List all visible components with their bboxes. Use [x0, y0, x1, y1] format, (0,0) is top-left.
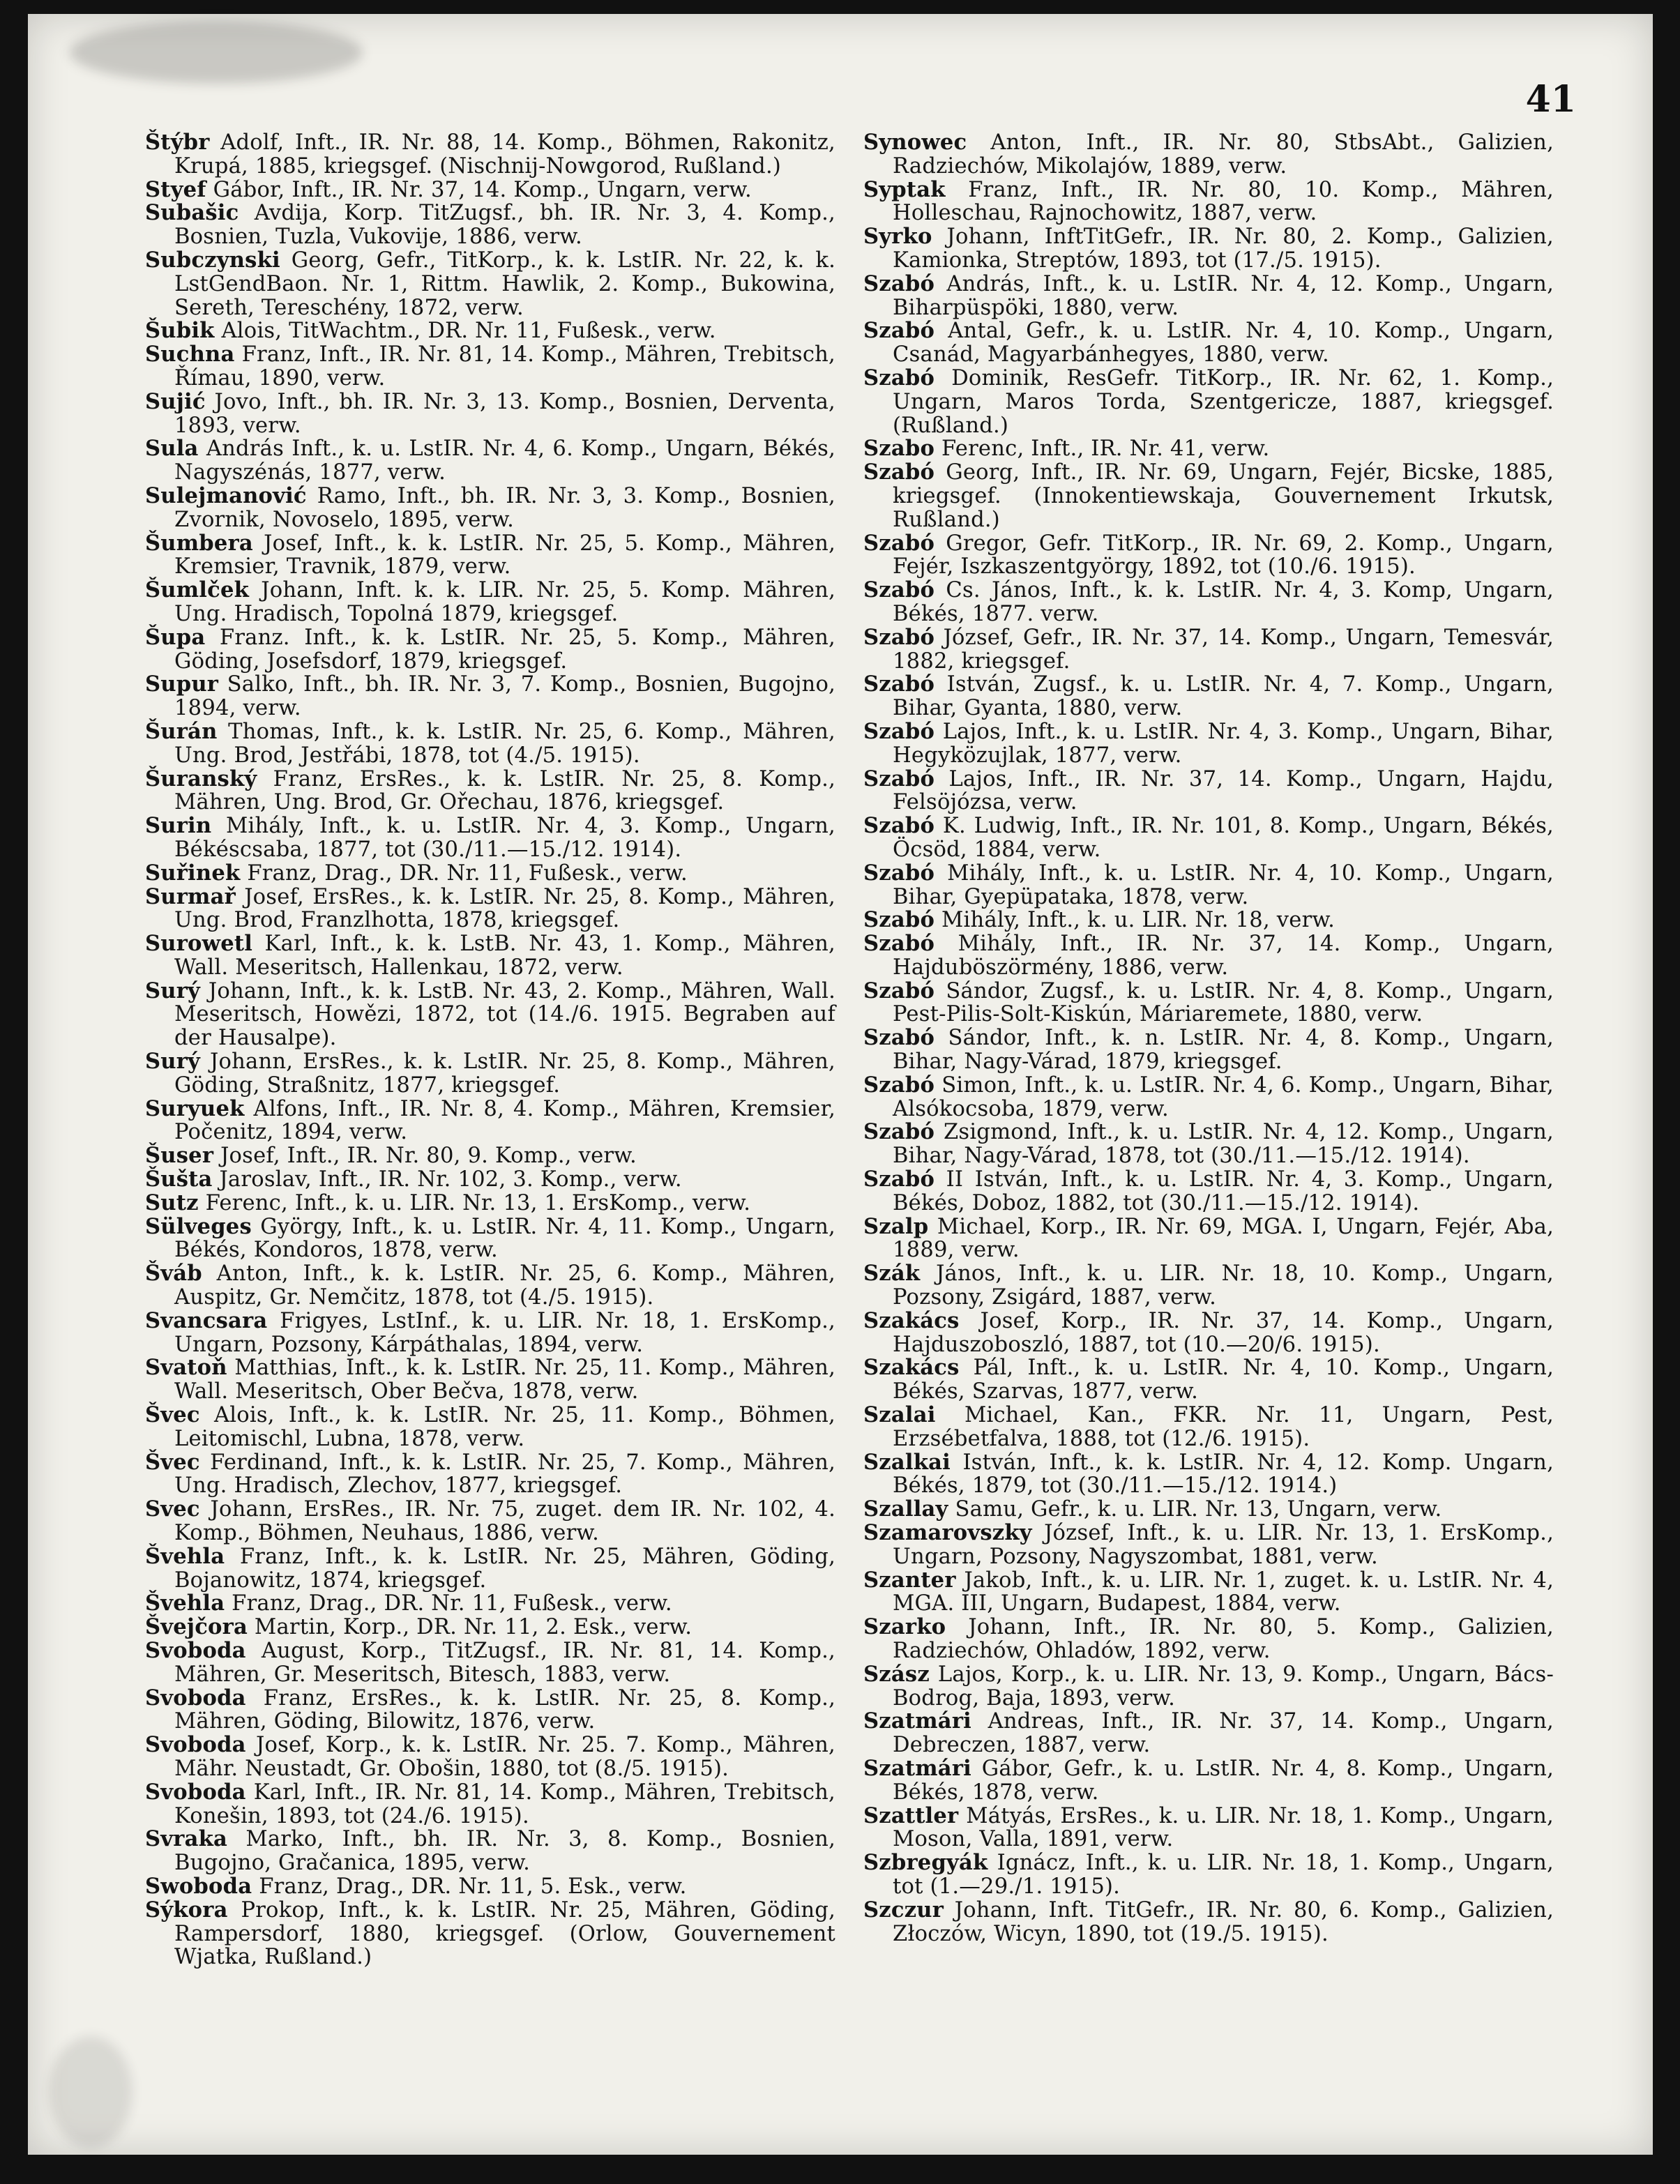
roster-entry — [863, 1404, 1554, 1451]
entry-details: Josef, ErsRes., k. k. LstIR. Nr. 25, 8. Komp., Mähren, Ung. Brod, Franzlhotta, 1878, kriegsgef. — [174, 884, 835, 933]
entry-details: Johann, ErsRes., IR. Nr. 75, zuget. dem IR. Nr. 102, 4. Komp., Böhmen, Neuhaus, 1886, verw. — [174, 1497, 835, 1546]
entry-surname: Sülveges — [145, 1213, 252, 1239]
entry-surname: Švejčora — [145, 1614, 248, 1640]
entry-surname: Surmař — [145, 884, 236, 909]
entry-surname: Švec — [145, 1449, 200, 1475]
roster-entry — [145, 814, 835, 862]
entry-details: Zsigmond, Inft., k. u. LstIR. Nr. 4, 12. Komp., Ungarn, Bihar, Nagy-Várad, 1878, tot (30./11.—15./12. 1914). — [893, 1120, 1554, 1169]
entry-surname: Suryuek — [145, 1095, 245, 1121]
entry-details: II István, Inft., k. u. LstIR. Nr. 4, 3. Komp., Ungarn, Békés, Doboz, 1882, tot (30./11.—15./12. 1914). — [893, 1167, 1554, 1215]
entry-surname: Szabó — [863, 672, 935, 697]
entry-details: Ferdinand, Inft., k. k. LstIR. Nr. 25, 7. Komp., Mähren, Ung. Hradisch, Zlechov, 1877, kriegsgef. — [174, 1450, 835, 1499]
roster-entry — [145, 176, 835, 202]
entry-details: Johann, Inft. TitGefr., IR. Nr. 80, 6. Komp., Galizien, Złoczów, Wicyn, 1890, tot (19./5. 1915). — [893, 1897, 1554, 1946]
entry-details: Franz, Inft., k. k. LstIR. Nr. 25, Mähren, Göding, Bojanowitz, 1874, kriegsgef. — [174, 1544, 835, 1593]
entry-details: Karl, Inft., k. k. LstB. Nr. 43, 1. Komp., Mähren, Wall. Meseritsch, Hallenkau, 1872, verw. — [174, 932, 835, 980]
entry-details: Cs. János, Inft., k. k. LstIR. Nr. 4, 3. Komp, Ungarn, Békés, 1877. verw. — [893, 578, 1554, 626]
entry-surname: Supur — [145, 672, 219, 697]
roster-entry — [863, 814, 1554, 862]
roster-entry — [863, 437, 1554, 461]
entry-details: Mátyás, ErsRes., k. u. LIR. Nr. 18, 1. Komp., Ungarn, Moson, Valla, 1891, verw. — [893, 1803, 1554, 1852]
entry-surname: Svoboda — [145, 1685, 246, 1711]
entry-details: Mihály, Inft., k. u. LstIR. Nr. 4, 10. Komp., Ungarn, Bihar, Gyepüpataka, 1878, verw. — [893, 860, 1554, 909]
entry-surname: Šubik — [145, 318, 215, 344]
entry-details: Franz, Drag., DR. Nr. 11, 5. Esk., verw. — [259, 1874, 687, 1899]
roster-entry — [863, 932, 1554, 980]
entry-surname: Szbregyák — [863, 1850, 988, 1876]
roster-entry — [145, 1498, 835, 1545]
entry-details: Franz, Drag., DR. Nr. 11, Fußesk., verw. — [247, 860, 688, 886]
entry-details: Josef, Inft., IR. Nr. 80, 9. Komp., verw. — [220, 1144, 637, 1169]
entry-surname: Szabó — [863, 624, 935, 650]
entry-surname: Subašic — [145, 200, 239, 226]
roster-entry — [863, 1498, 1554, 1522]
entry-details: Martin, Korp., DR. Nr. 11, 2. Esk., verw. — [254, 1615, 693, 1640]
entry-details: Pál, Inft., k. u. LstIR. Nr. 4, 10. Komp., Ungarn, Békés, Szarvas, 1877, verw. — [893, 1356, 1554, 1404]
entry-surname: Szabó — [863, 530, 935, 556]
entry-details: Michael, Korp., IR. Nr. 69, MGA. I, Ungarn, Fejér, Aba, 1889, verw. — [893, 1214, 1554, 1263]
entry-details: Ramo, Inft., bh. IR. Nr. 3, 3. Komp., Bosnien, Zvornik, Novoselo, 1895, verw. — [174, 483, 835, 532]
roster-entry — [863, 225, 1554, 273]
roster-entry — [145, 437, 835, 485]
entry-surname: Szabó — [863, 1072, 935, 1098]
roster-entry — [863, 673, 1554, 720]
roster-entry — [863, 720, 1554, 768]
entry-surname: Szabó — [863, 1025, 935, 1051]
entry-surname: Švec — [145, 1402, 200, 1428]
roster-entry — [863, 1663, 1554, 1711]
entry-details: Johann, Inft., IR. Nr. 80, 5. Komp., Galizien, Radziechów, Ohladów, 1892, verw. — [893, 1615, 1554, 1663]
roster-entry — [863, 319, 1554, 367]
entry-surname: Šváb — [145, 1261, 202, 1287]
roster-entry — [863, 1451, 1554, 1499]
entry-details: Frigyes, LstInf., k. u. LIR. Nr. 18, 1. ErsKomp., Ungarn, Pozsony, Kárpáthalas, 1894, verw. — [174, 1308, 835, 1357]
entry-details: Franz, Drag., DR. Nr. 11, Fußesk., verw. — [232, 1591, 672, 1616]
entry-details: Avdija, Korp. TitZugsf., bh. IR. Nr. 3, 4. Komp., Bosnien, Tuzla, Vukovije, 1886, verw. — [174, 201, 835, 250]
entry-details: Dominik, ResGefr. TitKorp., IR. Nr. 62, 1. Komp., Ungarn, Maros Torda, Szentgericze, 1887, kriegsgef. (Rußland.) — [893, 365, 1554, 438]
roster-entry — [863, 273, 1554, 320]
entry-details: Johann, Inft., k. k. LstB. Nr. 43, 2. Komp., Mähren, Wall. Meseritsch, Howězi, 1872, tot (14./6. 1915. Begraben auf der Hausalpe). — [174, 978, 835, 1051]
roster-entry — [863, 1757, 1554, 1805]
entry-surname: Surý — [145, 978, 201, 1003]
roster-entry — [863, 1851, 1554, 1899]
roster-entry — [145, 1050, 835, 1098]
entry-surname: Szabó — [863, 460, 935, 485]
roster-entry — [863, 1262, 1554, 1310]
roster-entry — [145, 390, 835, 438]
roster-entry — [863, 980, 1554, 1027]
roster-entry — [145, 1307, 835, 1357]
roster-entry — [145, 1451, 835, 1499]
entry-surname: Szabó — [863, 813, 935, 839]
entry-details: István, Inft., k. k. LstIR. Nr. 4, 12. Komp. Ungarn, Békés, 1879, tot (30./11.—15./12. 1914.) — [893, 1450, 1554, 1499]
entry-details: Antal, Gefr., k. u. LstIR. Nr. 4, 10. Komp., Ungarn, Csanád, Magyarbánhegyes, 1880, verw. — [893, 319, 1554, 367]
roster-entry — [145, 1545, 835, 1593]
page-number: 41 — [1525, 78, 1576, 121]
right-column — [863, 131, 1554, 1946]
entry-details: K. Ludwig, Inft., IR. Nr. 101, 8. Komp., Ungarn, Békés, Öcsöd, 1884, verw. — [893, 814, 1554, 862]
scan-smudge — [49, 2036, 133, 2148]
entry-details: Michael, Kan., FKR. Nr. 11, Ungarn, Pest, Erzsébetfalva, 1888, tot (12./6. 1915). — [893, 1403, 1554, 1451]
entry-details: Franz, ErsRes., k. k. LstIR. Nr. 25, 8. Komp., Mähren, Göding, Bilowitz, 1876, verw. — [174, 1685, 835, 1734]
roster-entry — [145, 886, 835, 933]
entry-details: Lajos, Inft., k. u. LstIR. Nr. 4, 3. Komp., Ungarn, Bihar, Hegyközujlak, 1877, verw. — [893, 719, 1554, 768]
entry-surname: Szalp — [863, 1213, 929, 1239]
entry-surname: Szakács — [863, 1355, 960, 1381]
entry-surname: Svancsara — [145, 1307, 268, 1333]
entry-details: György, Inft., k. u. LstIR. Nr. 4, 11. Komp., Ungarn, Békés, Kondoros, 1878, verw. — [174, 1214, 835, 1263]
entry-surname: Švehla — [145, 1591, 225, 1616]
entry-details: Thomas, Inft., k. k. LstIR. Nr. 25, 6. Komp., Mähren, Ung. Brod, Jestřábi, 1878, tot (4./5. 1915). — [174, 719, 835, 768]
entry-surname: Syptak — [863, 176, 946, 202]
entry-details: József, Inft., k. u. LIR. Nr. 13, 1. ErsKomp., Ungarn, Pozsony, Nagyszombat, 1881, verw. — [893, 1521, 1554, 1569]
entry-surname: Szarko — [863, 1614, 946, 1640]
entry-surname: Szabó — [863, 718, 935, 744]
roster-entry — [145, 319, 835, 343]
roster-entry — [145, 579, 835, 626]
entry-details: Ferenc, Inft., k. u. LIR. Nr. 13, 1. ErsKomp., verw. — [205, 1190, 751, 1215]
entry-surname: Sulejmanović — [145, 483, 307, 508]
entry-surname: Swoboda — [145, 1873, 252, 1899]
roster-entry — [145, 1899, 835, 1969]
entry-surname: Szabó — [863, 318, 935, 344]
roster-entry — [863, 1074, 1554, 1121]
roster-entry — [863, 461, 1554, 531]
entry-surname: Szabó — [863, 766, 935, 791]
entry-details: Gregor, Gefr. TitKorp., IR. Nr. 69, 2. Komp., Ungarn, Fejér, Iszkaszentgyörgy, 1892, tot (10./6. 1915). — [893, 531, 1554, 579]
entry-surname: Szalai — [863, 1402, 936, 1428]
entry-surname: Synowec — [863, 130, 967, 155]
roster-entry — [145, 720, 835, 768]
entry-details: Karl, Inft., IR. Nr. 81, 14. Komp., Mähren, Trebitsch, Konešin, 1893, tot (24./6. 1915). — [174, 1780, 835, 1828]
roster-entry — [145, 1616, 835, 1639]
roster-entry — [863, 1121, 1554, 1168]
entry-details: Matthias, Inft., k. k. LstIR. Nr. 25, 11. Komp., Mähren, Wall. Meseritsch, Ober Bečva, 1878, verw. — [174, 1356, 835, 1404]
roster-entry — [145, 1639, 835, 1687]
entry-details: Mihály, Inft., IR. Nr. 37, 14. Komp., Ungarn, Hajduböszörmény, 1886, verw. — [893, 932, 1554, 980]
entry-details: Josef, Inft., k. k. LstIR. Nr. 25, 5. Komp., Mähren, Kremsier, Travnik, 1879, verw. — [174, 531, 835, 579]
entry-details: Marko, Inft., bh. IR. Nr. 3, 8. Komp., Bosnien, Bugojno, Gračanica, 1895, verw. — [174, 1827, 835, 1876]
entry-details: Alois, TitWachtm., DR. Nr. 11, Fußesk., verw. — [221, 319, 716, 344]
entry-surname: Šušta — [145, 1167, 213, 1192]
entry-details: Jovo, Inft., bh. IR. Nr. 3, 13. Komp., Bosnien, Derventa, 1893, verw. — [174, 389, 835, 438]
scan-smudge — [70, 21, 363, 84]
left-column — [145, 131, 835, 1969]
roster-entry — [863, 1356, 1554, 1404]
entry-details: Jakob, Inft., k. u. LIR. Nr. 1, zuget. k. u. LstIR. Nr. 4, MGA. III, Ungarn, Budapest, 1884, verw. — [893, 1568, 1554, 1616]
roster-entry — [145, 1875, 835, 1899]
entry-surname: Surin — [145, 813, 212, 839]
entry-surname: Švehla — [145, 1543, 225, 1569]
roster-entry — [145, 1144, 835, 1168]
entry-details: Alois, Inft., k. k. LstIR. Nr. 25, 11. Komp., Böhmen, Leitomischl, Lubna, 1878, verw. — [174, 1403, 835, 1451]
roster-entry — [145, 862, 835, 886]
roster-entry — [145, 1192, 835, 1215]
entry-surname: Štýbr — [145, 130, 210, 155]
entry-details: Gábor, Gefr., k. u. LstIR. Nr. 4, 8. Komp., Ungarn, Békés, 1878, verw. — [893, 1756, 1554, 1805]
entry-surname: Szamarovszky — [863, 1520, 1032, 1546]
entry-details: Gábor, Inft., IR. Nr. 37, 14. Komp., Ungarn, verw. — [213, 177, 752, 202]
entry-details: Lajos, Korp., k. u. LIR. Nr. 13, 9. Komp., Ungarn, Bács-Bodrog, Baja, 1893, verw. — [893, 1662, 1554, 1711]
roster-entry — [863, 909, 1554, 932]
roster-entry — [863, 1215, 1554, 1263]
roster-entry — [863, 1899, 1554, 1946]
entry-details: Franz, Inft., IR. Nr. 80, 10. Komp., Mähren, Holleschau, Rajnochowitz, 1887, verw. — [893, 177, 1554, 226]
entry-details: János, Inft., k. u. LIR. Nr. 18, 10. Komp., Ungarn, Pozsony, Zsigárd, 1887, verw. — [893, 1261, 1554, 1310]
entry-details: József, Gefr., IR. Nr. 37, 14. Komp., Ungarn, Temesvár, 1882, kriegsgef. — [893, 625, 1554, 674]
entry-surname: Szász — [863, 1661, 930, 1687]
entry-surname: Szanter — [863, 1567, 956, 1593]
roster-entry — [145, 1734, 835, 1781]
entry-surname: Szabó — [863, 1119, 935, 1145]
entry-surname: Šuranský — [145, 766, 257, 791]
entry-details: Johann, ErsRes., k. k. LstIR. Nr. 25, 8. Komp., Mähren, Göding, Straßnitz, 1877, kriegsgef. — [174, 1049, 835, 1098]
entry-details: András Inft., k. u. LstIR. Nr. 4, 6. Komp., Ungarn, Békés, Nagyszénás, 1877, verw. — [174, 437, 835, 485]
entry-surname: Szakács — [863, 1307, 960, 1333]
entry-surname: Szabó — [863, 577, 935, 603]
roster-entry — [863, 1168, 1554, 1215]
entry-details: Josef, Korp., IR. Nr. 37, 14. Komp., Ungarn, Hajduszoboszló, 1887, tot (10.—20/6. 1915). — [893, 1308, 1554, 1357]
roster-entry — [145, 932, 835, 980]
entry-surname: Sujić — [145, 388, 206, 414]
entry-surname: Szatmári — [863, 1755, 971, 1781]
roster-entry — [145, 1404, 835, 1451]
entry-surname: Szatmári — [863, 1708, 971, 1734]
entry-details: Anton, Inft., IR. Nr. 80, StbsAbt., Galizien, Radziechów, Mikolajów, 1889, verw. — [893, 130, 1554, 179]
entry-details: Andreas, Inft., IR. Nr. 37, 14. Komp., Ungarn, Debreczen, 1887, verw. — [893, 1709, 1554, 1758]
entry-surname: Styef — [145, 176, 206, 202]
entry-surname: Svraka — [145, 1826, 228, 1852]
roster-entry — [145, 1687, 835, 1734]
entry-surname: Szabó — [863, 1167, 935, 1192]
roster-entry — [145, 532, 835, 579]
entry-details: István, Zugsf., k. u. LstIR. Nr. 4, 7. Komp., Ungarn, Bihar, Gyanta, 1880, verw. — [893, 672, 1554, 721]
entry-surname: Sula — [145, 436, 199, 462]
entry-details: Franz, ErsRes., k. k. LstIR. Nr. 25, 8. Komp., Mähren, Ung. Brod, Gr. Ořechau, 1876, kriegsgef. — [174, 766, 835, 815]
entry-surname: Šumbera — [145, 530, 253, 556]
entry-details: Salko, Inft., bh. IR. Nr. 3, 7. Komp., Bosnien, Bugojno, 1894, verw. — [174, 672, 835, 721]
entry-surname: Subczynski — [145, 247, 280, 273]
entry-details: Josef, Korp., k. k. LstIR. Nr. 25. 7. Komp., Mähren, Mähr. Neustadt, Gr. Obošin, 1880, tot (8./5. 1915). — [174, 1733, 835, 1781]
document-page — [28, 14, 1653, 2155]
entry-details: Mihály, Inft., k. u. LIR. Nr. 18, verw. — [941, 908, 1335, 933]
entry-surname: Šupa — [145, 624, 206, 650]
roster-entry — [863, 1805, 1554, 1852]
entry-details: Franz, Inft., IR. Nr. 81, 14. Komp., Mähren, Trebitsch, Římau, 1890, verw. — [174, 342, 835, 390]
entry-details: Anton, Inft., k. k. LstIR. Nr. 25, 6. Komp., Mähren, Auspitz, Gr. Nemčitz, 1878, tot (4./5. 1915). — [174, 1261, 835, 1310]
roster-entry — [145, 768, 835, 815]
entry-details: Adolf, Inft., IR. Nr. 88, 14. Komp., Böhmen, Rakonitz, Krupá, 1885, kriegsgef. (Nischnij-Nowgorod, Rußland.) — [174, 130, 835, 179]
entry-surname: Sutz — [145, 1190, 199, 1215]
entry-details: Samu, Gefr., k. u. LIR. Nr. 13, Ungarn, verw. — [955, 1497, 1442, 1522]
roster-entry — [863, 1616, 1554, 1663]
roster-entry — [145, 626, 835, 674]
entry-surname: Suřinek — [145, 860, 241, 886]
entry-surname: Szczur — [863, 1897, 944, 1923]
roster-entry — [145, 1781, 835, 1828]
entry-surname: Svoboda — [145, 1732, 246, 1758]
roster-entry — [863, 176, 1554, 226]
roster-entry — [145, 1168, 835, 1192]
entry-details: András, Inft., k. u. LstIR. Nr. 4, 12. Komp., Ungarn, Biharpüspöki, 1880, verw. — [893, 271, 1554, 320]
entry-surname: Šumlček — [145, 577, 250, 603]
roster-entry — [863, 1307, 1554, 1357]
roster-entry — [145, 1356, 835, 1404]
roster-entry — [863, 367, 1554, 437]
entry-details: Georg, Gefr., TitKorp., k. k. LstIR. Nr. 22, k. k. LstGendBaon. Nr. 1, Rittm. Hawlik, 2. Komp., Bukowina, Sereth, Tereschény, 1872, verw. — [174, 248, 835, 320]
entry-surname: Sýkora — [145, 1897, 228, 1923]
entry-details: Ferenc, Inft., IR. Nr. 41, verw. — [941, 437, 1270, 462]
roster-entry — [863, 532, 1554, 579]
roster-entry — [863, 579, 1554, 626]
roster-entry — [145, 1215, 835, 1263]
roster-entry — [145, 1828, 835, 1875]
roster-entry — [863, 626, 1554, 674]
roster-entry — [145, 1592, 835, 1616]
entry-surname: Suchna — [145, 342, 235, 367]
roster-entry — [863, 768, 1554, 815]
roster-entry — [145, 485, 835, 532]
entry-details: Sándor, Inft., k. n. LstIR. Nr. 4, 8. Komp., Ungarn, Bihar, Nagy-Várad, 1879, kriegsgef. — [893, 1026, 1554, 1075]
entry-details: Sándor, Zugsf., k. u. LstIR. Nr. 4, 8. Komp., Ungarn, Pest-Pilis-Solt-Kiskún, Máriaremete, 1880, verw. — [893, 978, 1554, 1027]
entry-surname: Szallay — [863, 1496, 948, 1522]
roster-entry — [863, 1026, 1554, 1074]
entry-details: Simon, Inft., k. u. LstIR. Nr. 4, 6. Komp., Ungarn, Bihar, Alsókocsoba, 1879, verw. — [893, 1072, 1554, 1121]
entry-details: August, Korp., TitZugsf., IR. Nr. 81, 14. Komp., Mähren, Gr. Meseritsch, Bitesch, 1883, verw. — [174, 1639, 835, 1687]
entry-details: Alfons, Inft., IR. Nr. 8, 4. Komp., Mähren, Kremsier, Počenitz, 1894, verw. — [174, 1096, 835, 1145]
entry-surname: Szabó — [863, 271, 935, 296]
roster-entry — [145, 1262, 835, 1310]
entry-surname: Szattler — [863, 1803, 959, 1828]
entry-details: Jaroslav, Inft., IR. Nr. 102, 3. Komp., verw. — [219, 1167, 682, 1192]
entry-surname: Šurán — [145, 718, 218, 744]
roster-entry — [145, 673, 835, 720]
entry-details: Johann, InftTitGefr., IR. Nr. 80, 2. Komp., Galizien, Kamionka, Streptów, 1893, tot (17./5. 1915). — [893, 225, 1554, 273]
entry-details: Lajos, Inft., IR. Nr. 37, 14. Komp., Ungarn, Hajdu, Felsöjózsa, verw. — [893, 766, 1554, 815]
entry-details: Mihály, Inft., k. u. LstIR. Nr. 4, 3. Komp., Ungarn, Békéscsaba, 1877, tot (30./11.—15./12. 1914). — [174, 814, 835, 862]
entry-surname: Szalkai — [863, 1449, 951, 1475]
roster-entry — [145, 131, 835, 179]
roster-entry — [145, 249, 835, 319]
roster-entry — [863, 1710, 1554, 1757]
roster-entry — [863, 862, 1554, 909]
entry-surname: Szák — [863, 1261, 921, 1287]
entry-surname: Svoboda — [145, 1779, 246, 1805]
entry-surname: Svatoň — [145, 1355, 227, 1381]
entry-details: Georg, Inft., IR. Nr. 69, Ungarn, Fejér, Bicske, 1885, kriegsgef. (Innokentiewskaja, Gouvernement Irkutsk, Rußland.) — [893, 460, 1554, 532]
roster-entry — [863, 131, 1554, 179]
roster-entry — [863, 1522, 1554, 1569]
entry-surname: Syrko — [863, 224, 932, 250]
entry-surname: Szabó — [863, 907, 935, 933]
roster-entry — [145, 343, 835, 390]
entry-surname: Szabó — [863, 978, 935, 1003]
entry-surname: Szabó — [863, 365, 935, 390]
entry-surname: Szabó — [863, 931, 935, 957]
entry-surname: Surý — [145, 1049, 201, 1075]
entry-surname: Szabo — [863, 436, 935, 462]
roster-entry — [145, 980, 835, 1050]
roster-entry — [145, 202, 835, 249]
entry-surname: Šuser — [145, 1143, 214, 1169]
entry-details: Prokop, Inft., k. k. LstIR. Nr. 25, Mähren, Göding, Rampersdorf, 1880, kriegsgef. (Orlow, Gouvernement Wjatka, Rußland.) — [174, 1897, 835, 1970]
entry-details: Ignácz, Inft., k. u. LIR. Nr. 18, 1. Komp., Ungarn, tot (1.—29./1. 1915). — [893, 1851, 1554, 1899]
entry-surname: Szabó — [863, 860, 935, 886]
entry-surname: Surowetl — [145, 931, 253, 957]
roster-entry — [145, 1095, 835, 1145]
entry-details: Franz. Inft., k. k. LstIR. Nr. 25, 5. Komp., Mähren, Göding, Josefsdorf, 1879, kriegsgef. — [174, 625, 835, 674]
entry-details: Johann, Inft. k. k. LIR. Nr. 25, 5. Komp. Mähren, Ung. Hradisch, Topolná 1879, kriegsgef. — [174, 578, 835, 626]
roster-entry — [863, 1569, 1554, 1616]
entry-surname: Svec — [145, 1496, 200, 1522]
entry-surname: Svoboda — [145, 1638, 246, 1663]
